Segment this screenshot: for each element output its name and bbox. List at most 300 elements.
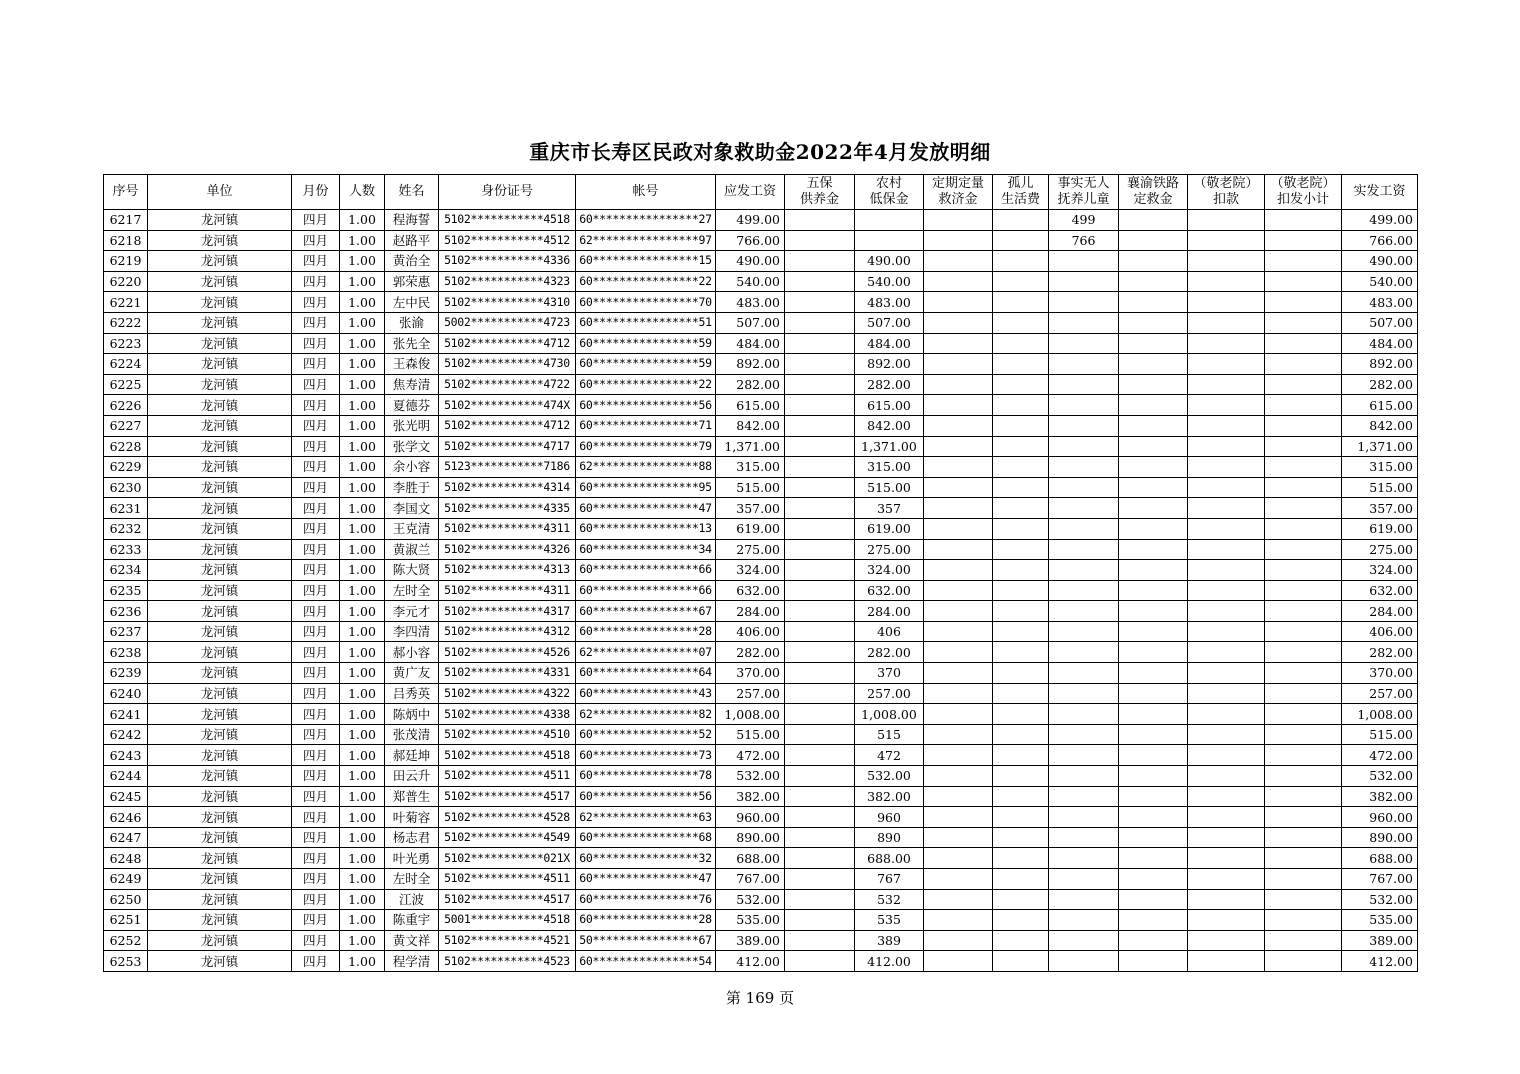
table-cell: 龙河镇 (148, 601, 292, 622)
table-cell: 陈重宇 (385, 910, 439, 931)
table-cell: 532.00 (1342, 766, 1418, 787)
table-cell (993, 951, 1049, 972)
table-cell: 四月 (292, 724, 340, 745)
table-cell (1188, 745, 1265, 766)
table-cell: 四月 (292, 807, 340, 828)
column-header (576, 175, 716, 210)
table-row (104, 766, 1418, 787)
table-cell: 60****************66 (576, 580, 716, 601)
column-header-label: 五保 (806, 176, 833, 191)
table-cell: 余小容 (385, 457, 439, 478)
table-cell: 515.00 (716, 477, 785, 498)
table-cell (1119, 642, 1188, 663)
table-cell: 472.00 (716, 745, 785, 766)
table-cell (1188, 642, 1265, 663)
table-cell (1119, 766, 1188, 787)
table-cell (1188, 580, 1265, 601)
table-cell (1265, 333, 1342, 354)
table-cell (1049, 580, 1119, 601)
table-cell (924, 745, 993, 766)
table-cell: 282.00 (855, 374, 924, 395)
table-cell (1188, 271, 1265, 292)
table-cell: 632.00 (1342, 580, 1418, 601)
table-cell: 四月 (292, 580, 340, 601)
table-cell: 6224 (104, 354, 148, 375)
column-header-label: 姓名 (398, 184, 425, 199)
table-cell (1188, 457, 1265, 478)
table-cell: 515.00 (1342, 724, 1418, 745)
table-cell: 257.00 (716, 683, 785, 704)
table-cell (993, 312, 1049, 333)
table-cell: 412.00 (716, 951, 785, 972)
table-row (104, 477, 1418, 498)
table-cell: 龙河镇 (148, 621, 292, 642)
table-cell: 60****************56 (576, 395, 716, 416)
table-row (104, 333, 1418, 354)
table-row (104, 807, 1418, 828)
table-cell: 四月 (292, 312, 340, 333)
table-cell: 6229 (104, 457, 148, 478)
table-cell: 60****************52 (576, 724, 716, 745)
table-cell: 60****************64 (576, 663, 716, 684)
table-cell (1265, 292, 1342, 313)
table-cell (1119, 827, 1188, 848)
table-cell: 284.00 (1342, 601, 1418, 622)
table-cell (924, 415, 993, 436)
table-cell (1265, 704, 1342, 725)
table-cell: 焦寿清 (385, 374, 439, 395)
table-cell: 5102***********4517 (439, 786, 576, 807)
table-row (104, 951, 1418, 972)
table-cell: 62****************07 (576, 642, 716, 663)
table-cell (993, 910, 1049, 931)
table-cell: 6249 (104, 869, 148, 890)
table-cell (1049, 312, 1119, 333)
table-cell (924, 395, 993, 416)
table-cell (1265, 601, 1342, 622)
table-cell (1265, 848, 1342, 869)
table-cell (924, 724, 993, 745)
table-cell: 62****************97 (576, 230, 716, 251)
table-cell (1265, 312, 1342, 333)
table-cell (1049, 498, 1119, 519)
table-cell (1049, 354, 1119, 375)
table-cell: 四月 (292, 642, 340, 663)
column-header (104, 175, 148, 210)
table-cell: 483.00 (855, 292, 924, 313)
table-cell: 60****************15 (576, 251, 716, 272)
table-cell: 389.00 (716, 930, 785, 951)
table-cell (1049, 539, 1119, 560)
table-cell (1049, 889, 1119, 910)
table-cell: 四月 (292, 251, 340, 272)
table-cell (785, 807, 855, 828)
table-cell (924, 539, 993, 560)
table-cell: 507.00 (716, 312, 785, 333)
table-cell: 夏德芬 (385, 395, 439, 416)
table-cell (924, 663, 993, 684)
table-cell: 黄淑兰 (385, 539, 439, 560)
table-cell: 60****************79 (576, 436, 716, 457)
table-cell: 5102***********4712 (439, 333, 576, 354)
table-cell: 515 (855, 724, 924, 745)
table-cell: 张学文 (385, 436, 439, 457)
table-cell: 515.00 (1342, 477, 1418, 498)
table-cell: 5102***********4338 (439, 704, 576, 725)
table-cell: 5102***********4511 (439, 766, 576, 787)
table-cell: 1.00 (340, 333, 385, 354)
table-row (104, 374, 1418, 395)
table-cell: 619.00 (1342, 518, 1418, 539)
table-cell: 632.00 (855, 580, 924, 601)
table-cell: 357 (855, 498, 924, 519)
table-cell: 龙河镇 (148, 560, 292, 581)
table-row (104, 415, 1418, 436)
table-cell: 1.00 (340, 210, 385, 231)
table-row (104, 827, 1418, 848)
table-cell (924, 374, 993, 395)
table-cell: 左时全 (385, 869, 439, 890)
table-cell: 龙河镇 (148, 848, 292, 869)
table-cell: 龙河镇 (148, 930, 292, 951)
table-cell (785, 724, 855, 745)
table-cell: 483.00 (716, 292, 785, 313)
table-cell (924, 436, 993, 457)
table-cell: 1.00 (340, 580, 385, 601)
table-cell (785, 230, 855, 251)
table-cell: 62****************63 (576, 807, 716, 828)
table-cell: 6253 (104, 951, 148, 972)
table-row (104, 457, 1418, 478)
table-cell: 5102***********4326 (439, 539, 576, 560)
table-cell (993, 498, 1049, 519)
table-cell (993, 518, 1049, 539)
table-cell (993, 663, 1049, 684)
table-cell (785, 827, 855, 848)
table-cell (993, 786, 1049, 807)
table-cell (785, 704, 855, 725)
table-cell: 1.00 (340, 477, 385, 498)
table-cell (1265, 518, 1342, 539)
table-cell: 540.00 (855, 271, 924, 292)
table-cell: 1.00 (340, 230, 385, 251)
table-cell: 60****************68 (576, 827, 716, 848)
table-cell: 王森俊 (385, 354, 439, 375)
table-cell: 四月 (292, 292, 340, 313)
table-cell (1049, 642, 1119, 663)
table-cell (1265, 869, 1342, 890)
table-cell: 6242 (104, 724, 148, 745)
table-cell (1049, 374, 1119, 395)
table-cell (1119, 910, 1188, 931)
column-header-label: 救济金 (938, 192, 978, 207)
table-cell (924, 210, 993, 231)
table-cell: 龙河镇 (148, 910, 292, 931)
table-cell: 60****************22 (576, 271, 716, 292)
table-cell (785, 786, 855, 807)
column-header-label: 襄渝铁路 (1126, 176, 1179, 191)
table-cell: 5102***********4314 (439, 477, 576, 498)
table-cell (1119, 683, 1188, 704)
page-number: 第 169 页 (725, 989, 795, 1007)
table-cell (1188, 869, 1265, 890)
table-cell (1188, 539, 1265, 560)
table-cell: 龙河镇 (148, 580, 292, 601)
table-cell (1265, 374, 1342, 395)
table-cell: 叶光勇 (385, 848, 439, 869)
table-cell: 5002***********4723 (439, 312, 576, 333)
table-row (104, 642, 1418, 663)
table-cell (1119, 230, 1188, 251)
table-cell (1265, 807, 1342, 828)
table-cell (1119, 354, 1188, 375)
table-cell: 60****************59 (576, 354, 716, 375)
table-cell (924, 560, 993, 581)
table-cell: 5123***********7186 (439, 457, 576, 478)
table-cell (1188, 230, 1265, 251)
table-cell: 5102***********4526 (439, 642, 576, 663)
table-cell: 龙河镇 (148, 333, 292, 354)
table-cell (1188, 251, 1265, 272)
table-cell: 472.00 (1342, 745, 1418, 766)
table-cell: 60****************76 (576, 889, 716, 910)
table-cell (924, 951, 993, 972)
table-cell (1265, 889, 1342, 910)
table-cell (785, 292, 855, 313)
column-header-label: 实发工资 (1353, 184, 1406, 199)
table-cell (1188, 704, 1265, 725)
table-cell: 767.00 (716, 869, 785, 890)
table-cell (924, 477, 993, 498)
table-row (104, 869, 1418, 890)
table-cell: 960 (855, 807, 924, 828)
table-cell: 1.00 (340, 271, 385, 292)
table-cell (993, 271, 1049, 292)
table-cell: 382.00 (1342, 786, 1418, 807)
table-cell (1265, 457, 1342, 478)
table-cell: 龙河镇 (148, 786, 292, 807)
table-cell: 766.00 (1342, 230, 1418, 251)
table-cell: 龙河镇 (148, 210, 292, 231)
table-cell: 黄广友 (385, 663, 439, 684)
table-cell (1265, 663, 1342, 684)
table-cell: 6239 (104, 663, 148, 684)
table-cell: 郝廷坤 (385, 745, 439, 766)
table-cell: 四月 (292, 271, 340, 292)
table-cell: 62****************88 (576, 457, 716, 478)
table-cell: 484.00 (1342, 333, 1418, 354)
table-cell: 5102***********4518 (439, 745, 576, 766)
table-cell (1119, 271, 1188, 292)
table-cell: 1.00 (340, 642, 385, 663)
table-cell (1049, 457, 1119, 478)
table-cell (1049, 869, 1119, 890)
table-cell (924, 354, 993, 375)
table-cell: 四月 (292, 539, 340, 560)
table-cell (1188, 498, 1265, 519)
table-cell (785, 210, 855, 231)
table-cell (785, 395, 855, 416)
table-cell (1265, 786, 1342, 807)
table-cell: 389 (855, 930, 924, 951)
table-cell (1119, 724, 1188, 745)
table-cell: 5102***********4312 (439, 621, 576, 642)
table-cell (1049, 663, 1119, 684)
table-cell (993, 333, 1049, 354)
table-cell: 284.00 (855, 601, 924, 622)
table-cell: 5102***********4730 (439, 354, 576, 375)
table-cell: 275.00 (855, 539, 924, 560)
table-cell: 1.00 (340, 621, 385, 642)
table-cell: 龙河镇 (148, 704, 292, 725)
table-cell (1049, 333, 1119, 354)
table-cell: 6233 (104, 539, 148, 560)
table-row (104, 580, 1418, 601)
table-row (104, 395, 1418, 416)
table-cell: 1.00 (340, 766, 385, 787)
table-row (104, 683, 1418, 704)
table-cell: 6241 (104, 704, 148, 725)
table-cell (924, 786, 993, 807)
table-cell (785, 333, 855, 354)
table-cell (924, 271, 993, 292)
table-cell: 632.00 (716, 580, 785, 601)
column-header (439, 175, 576, 210)
table-cell (1119, 889, 1188, 910)
column-header-label: 帐号 (632, 184, 659, 199)
column-header-label: 定救金 (1133, 192, 1173, 207)
table-cell: 282.00 (1342, 642, 1418, 663)
table-cell (993, 354, 1049, 375)
table-cell (1119, 518, 1188, 539)
table-cell (1049, 848, 1119, 869)
table-cell: 490.00 (855, 251, 924, 272)
table-cell: 6231 (104, 498, 148, 519)
table-cell: 50****************67 (576, 930, 716, 951)
table-cell: 1.00 (340, 436, 385, 457)
table-cell: 5102***********4331 (439, 663, 576, 684)
table-cell: 6217 (104, 210, 148, 231)
table-cell: 6252 (104, 930, 148, 951)
table-cell (1265, 395, 1342, 416)
column-header (993, 175, 1049, 210)
table-cell: 四月 (292, 560, 340, 581)
table-cell (993, 621, 1049, 642)
table-cell (785, 477, 855, 498)
table-cell (993, 395, 1049, 416)
column-header-label: 农村 (875, 176, 902, 191)
column-header (1188, 175, 1265, 210)
table-cell: 357.00 (1342, 498, 1418, 519)
table-cell: 315.00 (1342, 457, 1418, 478)
table-cell (785, 621, 855, 642)
table-cell (785, 415, 855, 436)
table-cell: 田云升 (385, 766, 439, 787)
table-cell: 程学清 (385, 951, 439, 972)
table-cell (1119, 807, 1188, 828)
table-cell: 1.00 (340, 374, 385, 395)
table-cell: 515.00 (716, 724, 785, 745)
table-cell: 龙河镇 (148, 724, 292, 745)
table-cell (1265, 560, 1342, 581)
table-cell: 四月 (292, 518, 340, 539)
table-cell: 5102***********4528 (439, 807, 576, 828)
table-cell: 1.00 (340, 848, 385, 869)
table-cell (1049, 827, 1119, 848)
table-cell (1188, 518, 1265, 539)
table-cell (1188, 827, 1265, 848)
table-cell: 张光明 (385, 415, 439, 436)
table-cell: 6244 (104, 766, 148, 787)
table-cell: 382.00 (716, 786, 785, 807)
table-cell: 62****************82 (576, 704, 716, 725)
table-cell: 257.00 (855, 683, 924, 704)
table-cell (1119, 930, 1188, 951)
table-cell (785, 580, 855, 601)
table-cell: 1.00 (340, 539, 385, 560)
column-header (340, 175, 385, 210)
table-cell (1049, 518, 1119, 539)
table-cell (1119, 580, 1188, 601)
table-row (104, 354, 1418, 375)
table-cell: 1.00 (340, 786, 385, 807)
table-cell (1049, 292, 1119, 313)
table-cell (785, 374, 855, 395)
table-cell: 688.00 (1342, 848, 1418, 869)
table-cell (924, 230, 993, 251)
table-cell: 5102***********474X (439, 395, 576, 416)
table-cell (1049, 271, 1119, 292)
table-cell: 龙河镇 (148, 498, 292, 519)
table-cell (993, 601, 1049, 622)
table-cell: 龙河镇 (148, 436, 292, 457)
table-cell (1119, 457, 1188, 478)
table-cell: 5102***********4712 (439, 415, 576, 436)
table-cell: 6251 (104, 910, 148, 931)
table-cell (1049, 477, 1119, 498)
table-cell: 李胜于 (385, 477, 439, 498)
column-header (855, 175, 924, 210)
table-cell: 499 (1049, 210, 1119, 231)
table-cell: 6232 (104, 518, 148, 539)
table-cell (924, 312, 993, 333)
table-cell (993, 477, 1049, 498)
column-header-label: 低保金 (869, 192, 909, 207)
table-cell: 吕秀英 (385, 683, 439, 704)
table-cell (1265, 230, 1342, 251)
table-row (104, 848, 1418, 869)
table-cell: 龙河镇 (148, 766, 292, 787)
table-cell (1265, 436, 1342, 457)
table-cell: 1.00 (340, 518, 385, 539)
table-cell (1119, 312, 1188, 333)
table-cell (993, 642, 1049, 663)
table-cell: 江波 (385, 889, 439, 910)
table-cell: 688.00 (716, 848, 785, 869)
table-row (104, 910, 1418, 931)
table-cell: 四月 (292, 766, 340, 787)
table-cell: 四月 (292, 477, 340, 498)
table-cell: 6234 (104, 560, 148, 581)
table-cell (1119, 395, 1188, 416)
column-header (924, 175, 993, 210)
table-cell: 龙河镇 (148, 374, 292, 395)
table-cell: 60****************47 (576, 498, 716, 519)
table-cell: 484.00 (855, 333, 924, 354)
table-cell (1265, 724, 1342, 745)
table-cell (1188, 786, 1265, 807)
table-cell (924, 930, 993, 951)
